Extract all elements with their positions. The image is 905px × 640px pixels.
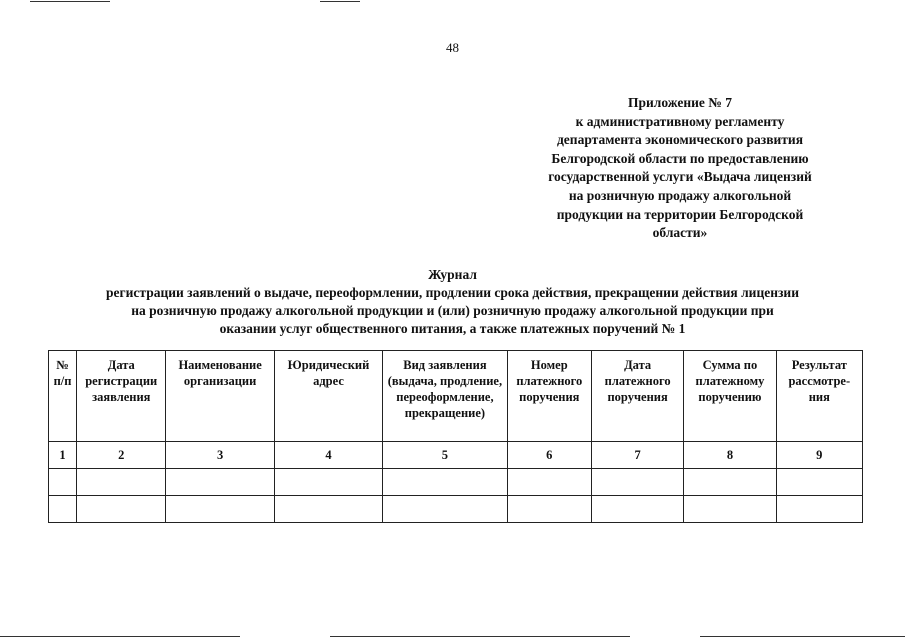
header-cell-result: Результат рассмотре-ния xyxy=(776,351,862,442)
column-number-cell: 2 xyxy=(77,442,166,469)
table-cell xyxy=(77,469,166,496)
table-cell xyxy=(507,469,591,496)
header-cell-number: № п/п xyxy=(49,351,77,442)
appendix-line: продукции на территории Белгородской xyxy=(556,206,804,222)
table-cell xyxy=(591,496,683,523)
table-cell xyxy=(49,469,77,496)
appendix-line: Приложение № 7 xyxy=(628,95,732,110)
table-cell xyxy=(383,496,507,523)
column-number-cell: 3 xyxy=(166,442,274,469)
header-cell-registration-date: Дата регистрации заявления xyxy=(77,351,166,442)
journal-subtitle-line: на розничную продажу алкогольной продукции и (или) розничную продажу алкогольной продукции при xyxy=(131,303,774,318)
table-cell xyxy=(166,469,274,496)
scan-edge-line xyxy=(330,636,630,637)
registration-table xyxy=(48,350,863,523)
table-cell xyxy=(591,469,683,496)
header-cell-legal-address: Юридический адрес xyxy=(274,351,382,442)
journal-title: Журнал xyxy=(428,267,477,282)
scan-edge-line xyxy=(320,1,360,2)
table-cell xyxy=(166,496,274,523)
journal-subtitle-line: оказании услуг общественного питания, а также платежных поручений № 1 xyxy=(219,321,686,336)
table-cell xyxy=(684,496,776,523)
column-number-cell: 9 xyxy=(776,442,862,469)
table-cell xyxy=(274,496,382,523)
table-row-empty xyxy=(49,469,863,496)
column-number-cell: 7 xyxy=(591,442,683,469)
table-cell xyxy=(383,469,507,496)
column-number-cell: 6 xyxy=(507,442,591,469)
header-cell-organization-name: Наименование организации xyxy=(166,351,274,442)
scan-edge-line xyxy=(0,636,240,637)
page-number: 48 xyxy=(446,40,459,55)
appendix-header xyxy=(510,94,850,243)
column-number-cell: 8 xyxy=(684,442,776,469)
header-cell-payment-number: Номер платежного поручения xyxy=(507,351,591,442)
column-number-row xyxy=(49,442,863,469)
appendix-line: на розничную продажу алкогольной xyxy=(568,187,792,203)
scan-edge-line xyxy=(700,636,905,637)
table-cell xyxy=(776,496,862,523)
column-number-cell: 1 xyxy=(49,442,77,469)
table-cell xyxy=(684,469,776,496)
column-number-cell: 5 xyxy=(383,442,507,469)
table-row-empty xyxy=(49,496,863,523)
appendix-line: государственной услуги «Выдача лицензий xyxy=(548,169,812,185)
appendix-line: Белгородской области по предоставлению xyxy=(551,150,809,166)
header-cell-application-type: Вид заявления (выдача, продление, переоформление, прекращение) xyxy=(383,351,507,442)
table-cell xyxy=(776,469,862,496)
table-cell xyxy=(77,496,166,523)
appendix-line: области» xyxy=(652,225,708,241)
table-cell xyxy=(507,496,591,523)
appendix-line: к административному регламенту xyxy=(575,113,785,129)
header-cell-payment-date: Дата платежного поручения xyxy=(591,351,683,442)
table-header-row xyxy=(49,351,863,442)
column-number-cell: 4 xyxy=(274,442,382,469)
journal-heading xyxy=(0,266,905,338)
scan-edge-line xyxy=(30,1,110,2)
table-cell xyxy=(274,469,382,496)
table-cell xyxy=(49,496,77,523)
header-cell-payment-sum: Сумма по платежному поручению xyxy=(684,351,776,442)
appendix-line: департамента экономического развития xyxy=(556,132,804,148)
journal-subtitle-line: регистрации заявлений о выдаче, переоформлении, продлении срока действия, прекращении действия лицензии xyxy=(106,285,799,300)
